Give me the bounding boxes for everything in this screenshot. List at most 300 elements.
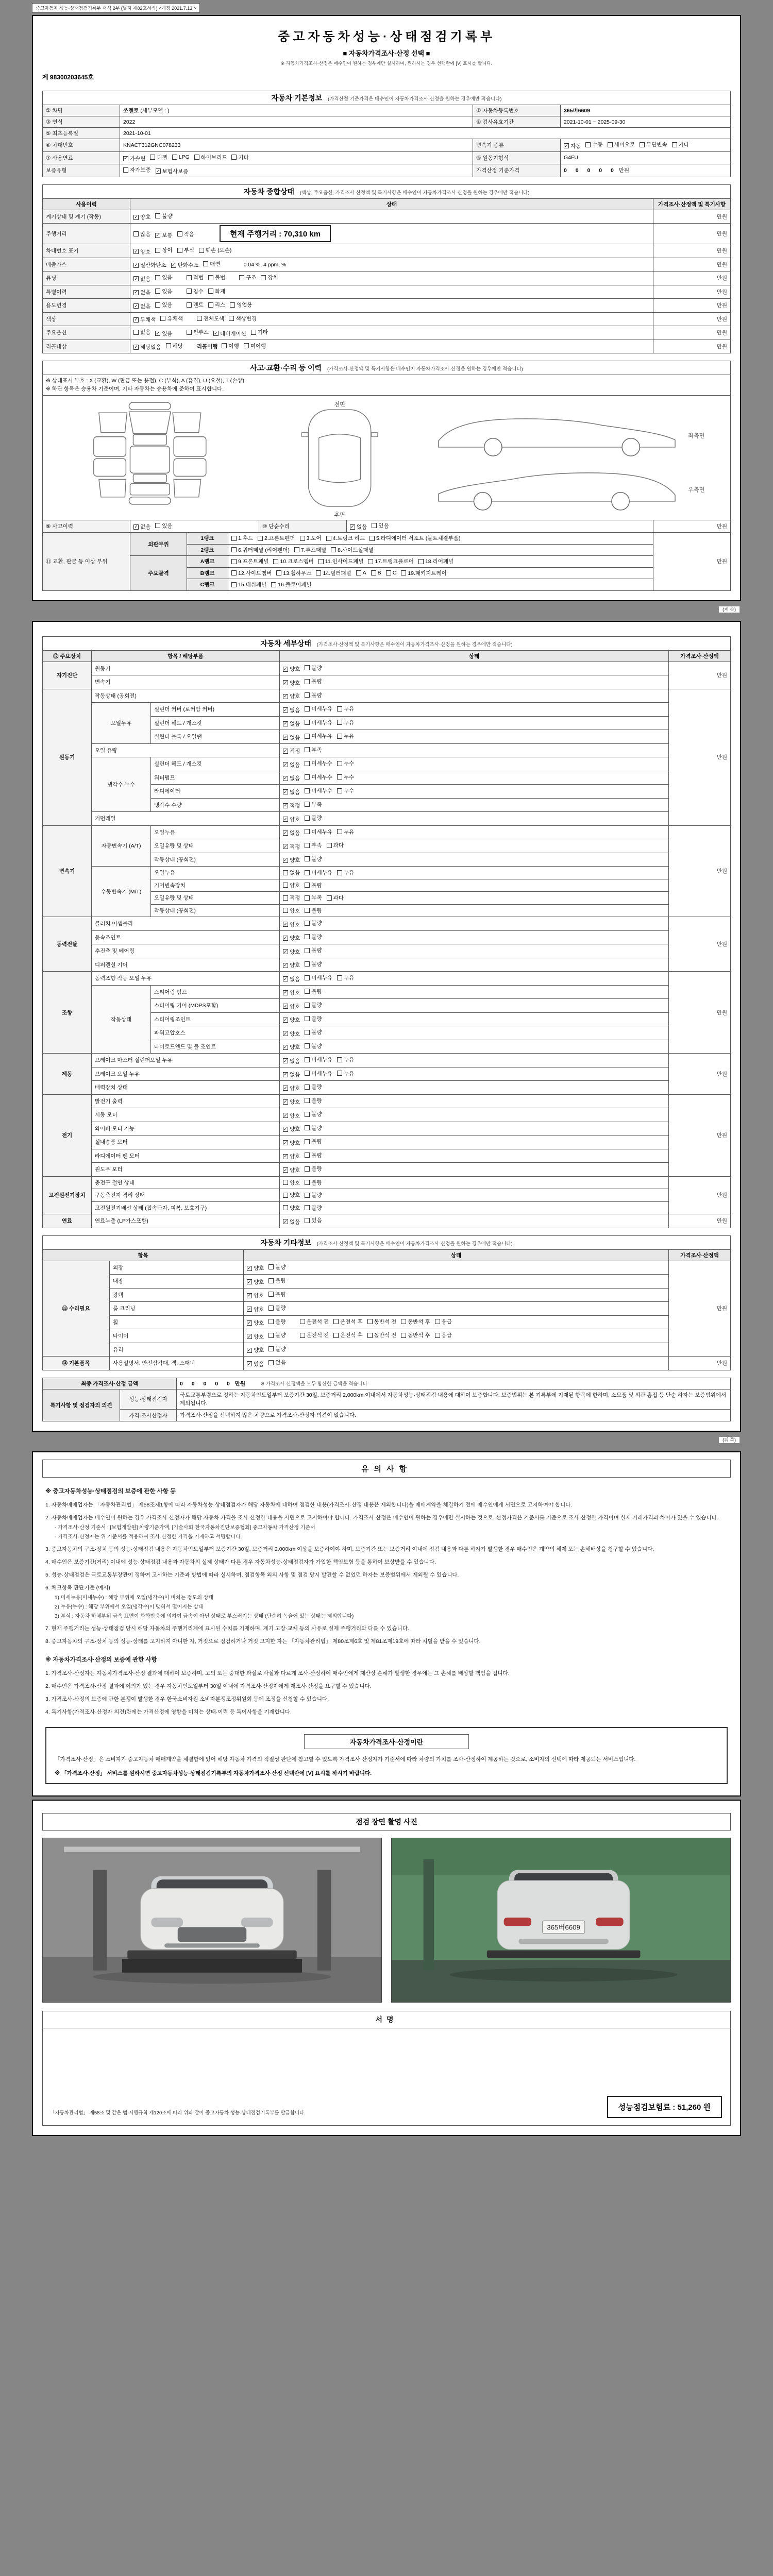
checkbox-label: 양호: [290, 1017, 300, 1024]
checkbox-option[interactable]: [247, 1278, 264, 1286]
checkbox-option[interactable]: [305, 988, 322, 995]
checkbox-option[interactable]: [283, 788, 300, 796]
checkbox-checked-icon: ✓: [156, 232, 160, 238]
checkbox-option[interactable]: [283, 1112, 300, 1120]
checkbox-option[interactable]: [305, 1097, 322, 1105]
checkbox-option[interactable]: [283, 665, 300, 673]
checkbox-label: 일산화탄소: [140, 262, 166, 268]
checkbox-option[interactable]: [564, 142, 581, 150]
checkbox-option[interactable]: [305, 919, 322, 927]
checkbox-option[interactable]: [305, 1042, 322, 1050]
issuance-footer-text: 「자동차관리법」 제58조 및 같은 법 시행규칙 제120조에 따라 위와 같이 중고자동차 성능·상태점검기록부를 발급합니다.: [50, 2110, 306, 2116]
option-group: [283, 973, 359, 984]
column-header: 상태: [244, 1249, 669, 1261]
option-group: [239, 273, 283, 282]
checkbox-label: 기타: [257, 329, 268, 335]
detail-row: [43, 944, 731, 958]
checkbox-option[interactable]: [337, 974, 354, 981]
checkbox-option[interactable]: [283, 882, 300, 889]
checkbox-option[interactable]: [300, 1331, 329, 1339]
checkbox-unchecked-icon: [305, 1139, 310, 1144]
checkbox-unchecked-icon: [337, 975, 342, 980]
option-group: [133, 287, 177, 297]
checkbox-option[interactable]: [283, 1003, 300, 1010]
option-group: [247, 1331, 291, 1341]
checkbox-option[interactable]: [305, 705, 332, 713]
checkbox-option[interactable]: [337, 705, 354, 713]
checkbox-option[interactable]: [305, 1179, 322, 1187]
checkbox-option[interactable]: [268, 1345, 285, 1353]
checkbox-option[interactable]: [123, 155, 145, 162]
checkbox-option[interactable]: [305, 933, 322, 941]
checkbox-option[interactable]: [133, 275, 150, 283]
checkbox-option[interactable]: [283, 989, 300, 996]
checkbox-option[interactable]: [305, 1216, 322, 1224]
checkbox-option[interactable]: [213, 330, 246, 337]
checkbox-option[interactable]: [418, 557, 453, 565]
checkbox-option[interactable]: [283, 1057, 300, 1065]
checkbox-option[interactable]: [208, 287, 225, 295]
checkbox-option[interactable]: [187, 328, 209, 336]
checkbox-option[interactable]: [283, 1179, 300, 1187]
checkbox-option[interactable]: [231, 534, 253, 542]
checkbox-option[interactable]: [283, 1043, 300, 1051]
checkbox-option[interactable]: [283, 829, 300, 837]
checkbox-label: 양호: [140, 248, 151, 255]
checkbox-option[interactable]: [435, 1331, 452, 1339]
checkbox-label: 부족: [311, 895, 322, 902]
checkbox-option[interactable]: [155, 330, 172, 337]
checkbox-option[interactable]: [283, 1071, 300, 1078]
exchange-rank-table: [42, 532, 731, 591]
checkbox-option[interactable]: [208, 301, 225, 309]
checkbox-option[interactable]: [133, 343, 161, 351]
checkbox-option[interactable]: [155, 231, 172, 239]
checkbox-option[interactable]: [305, 1204, 322, 1212]
checkbox-option[interactable]: [247, 1292, 264, 1299]
checkbox-option[interactable]: [305, 855, 322, 863]
checkbox-option[interactable]: [371, 570, 381, 576]
checkbox-option[interactable]: [203, 260, 220, 268]
row-state: [280, 662, 669, 675]
checkbox-option[interactable]: [261, 274, 278, 281]
checkbox-option[interactable]: [166, 342, 183, 350]
checkbox-option[interactable]: [305, 960, 322, 968]
checkbox-option[interactable]: [350, 523, 367, 531]
checkbox-label: 동반석 후: [408, 1318, 430, 1325]
checkbox-unchecked-icon: [305, 1205, 310, 1210]
checkbox-option[interactable]: [337, 787, 354, 794]
checkbox-option[interactable]: [283, 761, 300, 769]
checkbox-option[interactable]: [247, 1360, 264, 1368]
checkbox-option[interactable]: [258, 534, 295, 542]
checkbox-label: 불량: [311, 1043, 322, 1049]
notice-item: 2. 자동차매매업자는 매수인이 원하는 경우 가격조사·산정자가 해당 자동차 가격을 조사·산정한 내용을 서면으로 고지하여야 합니다. 가격조사·산정은 매수인이 원하는 경우에만 실시하는 것으로, 산정가격은 기준서를 기준으로 조사·산정한 가격이며 실제 거래가격과 차이가 있을 수 있습니다.: [45, 1515, 718, 1521]
checkbox-option[interactable]: [222, 342, 239, 350]
checkbox-option[interactable]: [316, 569, 351, 577]
checkbox-option[interactable]: [305, 828, 332, 836]
checkbox-option[interactable]: [305, 1138, 322, 1145]
checkbox-option[interactable]: [305, 1151, 322, 1159]
checkbox-option[interactable]: [305, 677, 322, 685]
option-group: [247, 1345, 291, 1355]
checkbox-option[interactable]: [194, 154, 227, 161]
checkbox-label: 없음: [290, 707, 300, 714]
checkbox-option[interactable]: [133, 248, 150, 256]
checkbox-option[interactable]: [283, 843, 300, 851]
checkbox-option[interactable]: [283, 1016, 300, 1024]
table-row: [43, 1410, 731, 1421]
item-name: 시동 모터: [92, 1108, 280, 1122]
checkbox-option[interactable]: [283, 961, 300, 969]
detail-row: [43, 743, 731, 757]
checkbox-option[interactable]: [177, 246, 194, 254]
checkbox-option[interactable]: [305, 759, 332, 767]
checkbox-option[interactable]: [160, 315, 182, 323]
checkbox-option[interactable]: [197, 315, 225, 323]
checkbox-option[interactable]: [283, 948, 300, 956]
checkbox-option[interactable]: [268, 1304, 285, 1312]
checkbox-option[interactable]: [231, 546, 290, 554]
checkbox-unchecked-icon: [305, 961, 310, 967]
checkbox-option[interactable]: [283, 1084, 300, 1092]
checkbox-label: 있음: [162, 302, 173, 308]
item-name: 연료누출 (LP가스포함): [92, 1214, 280, 1228]
checkbox-option[interactable]: [208, 274, 225, 281]
checkbox-option[interactable]: [268, 1318, 285, 1326]
checkbox-option[interactable]: [640, 141, 667, 148]
checkbox-option[interactable]: [283, 734, 300, 741]
checkbox-option[interactable]: [283, 1191, 300, 1199]
checkbox-option[interactable]: [305, 1056, 332, 1063]
checkbox-option[interactable]: [283, 921, 300, 928]
checkbox-unchecked-icon: [337, 1057, 342, 1062]
checkbox-option[interactable]: [305, 974, 332, 981]
checkbox-option[interactable]: [337, 773, 354, 781]
checkbox-label: 침수: [193, 288, 204, 295]
checkbox-option[interactable]: [268, 1291, 285, 1298]
checkbox-option[interactable]: [244, 342, 266, 350]
checkbox-option[interactable]: [283, 869, 300, 876]
option-group: [283, 1055, 359, 1065]
row-state: [244, 1329, 669, 1343]
insurance-fee-box: [607, 2096, 722, 2118]
checkbox-option[interactable]: [133, 523, 150, 531]
checkbox-option[interactable]: [369, 534, 461, 542]
photo-section-title: 점검 장면 촬영 사진: [42, 1813, 731, 1831]
row-label: 주요옵션: [43, 326, 130, 340]
checkbox-option[interactable]: [305, 1165, 322, 1173]
checkbox-unchecked-icon: [283, 1193, 288, 1198]
checkbox-option[interactable]: [247, 1319, 264, 1327]
final-price-digits: 0 0 0 0 0: [180, 1380, 233, 1387]
row-state: [280, 1012, 669, 1026]
checkbox-option[interactable]: [271, 581, 311, 588]
checkbox-option[interactable]: [283, 720, 300, 727]
checkbox-option[interactable]: [247, 1306, 264, 1313]
checkbox-option[interactable]: [155, 274, 172, 281]
checkbox-option[interactable]: [305, 841, 322, 849]
checkbox-option[interactable]: [268, 1263, 285, 1271]
checkbox-option[interactable]: [372, 522, 389, 530]
checkbox-option[interactable]: [318, 557, 364, 565]
checkbox-option[interactable]: [283, 1030, 300, 1038]
checkbox-option[interactable]: [283, 1218, 300, 1226]
checkbox-label: 없음: [290, 721, 300, 727]
checkbox-label: 렌트: [193, 302, 204, 308]
checkbox-option[interactable]: [251, 328, 268, 336]
notice-main-items: [45, 1487, 728, 1646]
checkbox-option[interactable]: [283, 975, 300, 983]
checkbox-checked-icon: ✓: [283, 921, 288, 927]
checkbox-option[interactable]: [337, 719, 354, 726]
checkbox-option[interactable]: [337, 869, 354, 876]
checkbox-option[interactable]: [305, 1001, 322, 1009]
checkbox-option[interactable]: [337, 759, 354, 767]
checkbox-option[interactable]: [401, 1318, 430, 1326]
checkbox-option[interactable]: [386, 570, 397, 576]
device-name: 제동: [43, 1054, 92, 1095]
checkbox-option[interactable]: [305, 869, 332, 876]
checkbox-option[interactable]: [283, 934, 300, 942]
checkbox-label: 부식: [183, 247, 194, 253]
checkbox-option[interactable]: [368, 557, 413, 565]
checkbox-option[interactable]: [367, 1331, 397, 1339]
checkbox-unchecked-icon: [305, 934, 310, 939]
price-survey-select-label: ■ 자동차가격조사·산정 선택 ■: [343, 49, 430, 57]
checkbox-option[interactable]: [239, 274, 256, 281]
checkbox-label: 양호: [290, 935, 300, 942]
checkbox-unchecked-icon: [305, 921, 310, 926]
checkbox-option[interactable]: [247, 1346, 264, 1354]
checkbox-option[interactable]: [155, 212, 172, 220]
checkbox-option[interactable]: [305, 882, 322, 889]
column-header: 가격조사·산정액 및 특기사항: [653, 198, 730, 210]
checkbox-option[interactable]: [305, 1191, 322, 1199]
option-group: [283, 841, 348, 851]
price-cell: 만원: [653, 210, 730, 224]
checkbox-option[interactable]: [305, 946, 322, 954]
checkbox-label: 누유: [343, 1057, 355, 1063]
checkbox-option[interactable]: [435, 1318, 452, 1326]
legend-line: ※ 상태표시 부호 : X (교환), W (판금 또는 용접), C (부식), A (흠집), U (요철), T (손상): [46, 378, 244, 384]
checkbox-option[interactable]: [326, 534, 365, 542]
checkbox-option[interactable]: [187, 301, 204, 309]
checkbox-option[interactable]: [156, 167, 189, 175]
item-name: 원동기: [92, 662, 280, 675]
item-name: 오일 유량: [92, 743, 280, 757]
row-state: [244, 1288, 669, 1302]
checkbox-option[interactable]: [247, 1333, 264, 1341]
checkbox-option[interactable]: [305, 1110, 322, 1118]
row-state: [280, 1189, 669, 1202]
checkbox-option[interactable]: [300, 1318, 329, 1326]
checkbox-option[interactable]: [333, 1318, 363, 1326]
checkbox-option[interactable]: [133, 328, 150, 336]
checkbox-checked-icon: ✓: [283, 748, 288, 754]
checkbox-option[interactable]: [283, 816, 300, 823]
checkbox-option[interactable]: [283, 802, 300, 809]
field-label: 가격산정 기준가격: [473, 164, 560, 177]
checkbox-option[interactable]: [305, 773, 332, 781]
checkbox-option[interactable]: [283, 894, 300, 902]
checkbox-option[interactable]: [283, 907, 300, 914]
checkbox-checked-icon: ✓: [283, 948, 288, 954]
checkbox-option[interactable]: [283, 1098, 300, 1106]
checkbox-option[interactable]: [155, 246, 172, 254]
checkbox-option[interactable]: [305, 1028, 322, 1036]
inspection-photos: [42, 1838, 731, 2003]
checkbox-option[interactable]: [305, 732, 332, 740]
checkbox-option[interactable]: [283, 1204, 300, 1212]
checkbox-option[interactable]: [327, 894, 344, 902]
checkbox-option[interactable]: [337, 828, 354, 836]
checkbox-option[interactable]: [337, 732, 354, 740]
item-name: 냉각수 수량: [151, 798, 280, 812]
checkbox-option[interactable]: [305, 746, 322, 754]
checkbox-option[interactable]: [305, 1124, 322, 1132]
checkbox-option[interactable]: [283, 692, 300, 700]
checkbox-option[interactable]: [283, 856, 300, 864]
checkbox-option[interactable]: [133, 213, 150, 221]
checkbox-label: 양호: [290, 857, 300, 864]
checkbox-option[interactable]: [672, 141, 689, 148]
checkbox-option[interactable]: [305, 894, 322, 902]
checkbox-option[interactable]: [187, 274, 204, 281]
checkbox-label: 양호: [290, 816, 300, 823]
checkbox-option[interactable]: [585, 141, 602, 148]
checkbox-option[interactable]: [268, 1331, 285, 1339]
checkbox-option[interactable]: [608, 141, 635, 148]
checkbox-option[interactable]: [123, 166, 151, 174]
checkbox-option[interactable]: [283, 1153, 300, 1160]
checkbox-option[interactable]: [401, 1331, 430, 1339]
checkbox-option[interactable]: [187, 287, 204, 295]
checkbox-option[interactable]: [231, 581, 266, 588]
checkbox-option[interactable]: [155, 301, 172, 309]
checkbox-option[interactable]: [305, 814, 322, 822]
checkbox-unchecked-icon: [283, 908, 288, 913]
checkbox-unchecked-icon: [239, 275, 244, 280]
checkbox-option[interactable]: [231, 569, 272, 577]
checkbox-option[interactable]: [305, 719, 332, 726]
checkbox-option[interactable]: [283, 1125, 300, 1133]
checkbox-option[interactable]: [283, 747, 300, 755]
checkbox-option[interactable]: [327, 841, 344, 849]
checkbox-label: 응급: [441, 1332, 452, 1339]
checkbox-checked-icon: ✓: [283, 1085, 288, 1091]
checkbox-unchecked-icon: [300, 536, 305, 541]
checkbox-label: 양호: [290, 1140, 300, 1146]
checkbox-option[interactable]: [283, 679, 300, 687]
checkbox-checked-icon: ✓: [283, 789, 288, 794]
checkbox-option[interactable]: [305, 664, 322, 672]
checkbox-option[interactable]: [305, 907, 322, 914]
checkbox-checked-icon: ✓: [283, 976, 288, 981]
checkbox-option[interactable]: [133, 316, 156, 324]
row-state: [130, 244, 653, 258]
checkbox-option[interactable]: [230, 301, 252, 309]
checkbox-option[interactable]: [133, 230, 150, 238]
section-title: 사고·교환·수리 등 이력: [250, 364, 322, 372]
row-label: 차대번호 표기: [43, 244, 130, 258]
comprehensive-row: [43, 340, 731, 353]
checkbox-label: 불량: [311, 920, 322, 927]
checkbox-option[interactable]: [356, 570, 366, 576]
checkbox-option[interactable]: [247, 1264, 264, 1272]
checkbox-option[interactable]: [155, 522, 172, 530]
checkbox-option[interactable]: [199, 246, 231, 254]
checkbox-option[interactable]: [231, 557, 268, 565]
checkbox-unchecked-icon: [283, 870, 288, 875]
checkbox-option[interactable]: [268, 1277, 285, 1284]
checkbox-label: 누수: [343, 774, 355, 781]
checkbox-option[interactable]: [367, 1318, 397, 1326]
checkbox-option[interactable]: [172, 154, 190, 160]
checkbox-option[interactable]: [150, 154, 167, 161]
detail-row: [43, 675, 731, 689]
checkbox-option[interactable]: [331, 546, 374, 554]
checkbox-option[interactable]: [305, 801, 322, 808]
checkbox-label: 양호: [290, 1085, 300, 1092]
checkbox-option[interactable]: [283, 706, 300, 714]
checkbox-label: 14.필러패널: [323, 570, 351, 577]
checkbox-option[interactable]: [268, 1359, 285, 1366]
checkbox-label: 부족: [311, 747, 322, 753]
checkbox-option[interactable]: [283, 1139, 300, 1147]
checkbox-option[interactable]: [133, 261, 166, 269]
item-name: 윈도우 모터: [92, 1163, 280, 1177]
checkbox-unchecked-icon: [231, 559, 237, 564]
checkbox-option[interactable]: [171, 261, 199, 269]
checkbox-option[interactable]: [294, 546, 326, 554]
checkbox-option[interactable]: [305, 1070, 332, 1077]
notice-title: 유의사항: [42, 1460, 731, 1478]
checkbox-checked-icon: ✓: [283, 935, 288, 941]
checkbox-label: 미세누유: [311, 870, 332, 876]
item-name: 파워고압호스: [151, 1026, 280, 1040]
checkbox-label: 기타: [678, 142, 690, 148]
checkbox-option[interactable]: [401, 569, 446, 577]
checkbox-option[interactable]: [229, 315, 257, 323]
checkbox-option[interactable]: [133, 289, 150, 296]
row-state: [280, 703, 669, 717]
checkbox-label: 누수: [343, 760, 355, 767]
checkbox-option[interactable]: [300, 534, 322, 542]
checkbox-option[interactable]: [337, 1056, 354, 1063]
checkbox-option[interactable]: [155, 287, 172, 295]
rank-parts: [228, 544, 653, 556]
checkbox-option[interactable]: [177, 230, 194, 238]
checkbox-option[interactable]: [283, 774, 300, 782]
checkbox-option[interactable]: [305, 691, 322, 699]
checkbox-option[interactable]: [231, 154, 248, 161]
item-name: 배력장치 상태: [92, 1081, 280, 1095]
checkbox-option[interactable]: [273, 557, 313, 565]
checkbox-option[interactable]: [337, 1070, 354, 1077]
checkbox-option[interactable]: [305, 1083, 322, 1091]
checkbox-option[interactable]: [276, 569, 311, 577]
checkbox-checked-icon: ✓: [247, 1320, 251, 1326]
item-name: 충전구 절연 상태: [92, 1176, 280, 1189]
checkbox-unchecked-icon: [268, 1333, 274, 1338]
checkbox-checked-icon: ✓: [247, 1293, 251, 1298]
checkbox-option[interactable]: [333, 1331, 363, 1339]
checkbox-option[interactable]: [283, 1166, 300, 1174]
checkbox-option[interactable]: [305, 787, 332, 794]
checkbox-option[interactable]: [305, 1015, 322, 1023]
checkbox-option[interactable]: [133, 302, 150, 310]
